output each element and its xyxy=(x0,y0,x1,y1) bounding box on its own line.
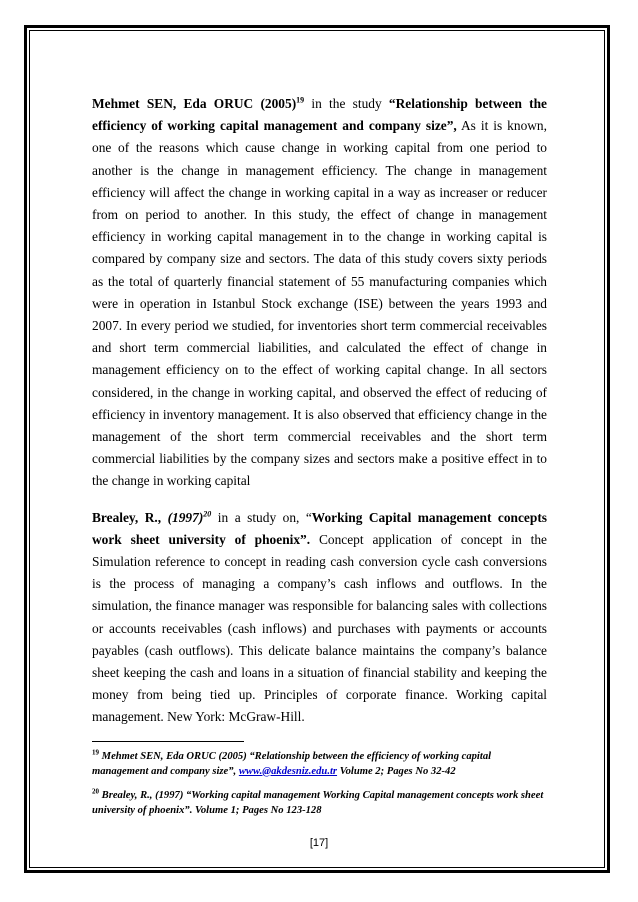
lead-text: in a study on, “ xyxy=(211,509,312,525)
footnote-text: Brealey, R., (1997) “Working capital management Working Capital management concepts work sheet university of phoenix”. Volume 1; Pages No 123-128 xyxy=(92,790,544,816)
footnotes xyxy=(92,750,547,818)
author-name: Mehmet SEN, Eda ORUC (2005) xyxy=(92,96,297,111)
footnote-ref-20[interactable]: 20 xyxy=(203,509,212,519)
footnote-tail: Volume 2; Pages No 32-42 xyxy=(337,765,456,777)
footnote-number: 20 xyxy=(92,787,99,796)
paragraph-body: As it is known, one of the reasons which cause change in working capital from one period to another is the change in management efficiency. The change in management efficiency will affect the change in working capital in a way as increaser or reducer from on period to another. In this study, the effect of change in management efficiency in working capital management in to the change in working capital is compared by company size and sectors. The data of this study covers sixty periods as the total of quarterly financial statement of 55 manufacturing companies which were in operation in Istanbul Stock exchange (ISE) between the years 1993 and 2007. In every period we studied, for inventories short term commercial receivables and short term commercial liabilities, and calculated the effect of change in management efficiency on to the effect of working capital change. In all sectors considered, in the change in working capital, and observed the effect of reducing of efficiency in inventory management. It is also observed that efficiency change in the management of the short term commercial receivables and the short term commercial liabilities by the company sizes and sectors make a positive effect in to the change in working capital xyxy=(92,118,547,489)
footnote-link[interactable]: www.@akdesniz.edu.tr xyxy=(238,765,338,777)
author-year: (1997) xyxy=(161,509,204,525)
footnote-number: 19 xyxy=(92,748,99,757)
author-name: Brealey, R., xyxy=(92,509,162,525)
paragraph-brealey xyxy=(92,507,547,729)
lead-text: in the study xyxy=(304,96,389,111)
study-title: “Relationship between the efficiency of working capital management and company size”, xyxy=(92,96,547,134)
footnote-separator xyxy=(92,741,244,742)
paragraph-body: Concept application of concept in the Simulation reference to concept in reading cash conversion cycle cash conversions is the process of managing a company’s cash inflows and outflows. In the simulation, the finance manager was responsible for balancing sales with collections or accounts receivables (cash inflows) and purchases with payments or accounts payables (cash outflows). This delicate balance maintains the company’s balance sheet keeping the cash and loans in a situation of financial stability and keeping the money from being tied up. Principles of corporate finance. Working capital management. New York: McGraw-Hill. xyxy=(92,531,547,725)
study-title: Working Capital management concepts work sheet university of phoenix”. xyxy=(92,509,547,547)
footnote-text: Mehmet SEN, Eda ORUC (2005) “Relationship between the efficiency of working capital management and company size”, xyxy=(92,751,492,777)
footnote-20 xyxy=(92,789,547,818)
page-number: [17] xyxy=(309,837,329,849)
paragraph-sen-oruc xyxy=(92,93,547,493)
footnote-ref-19[interactable]: 19 xyxy=(296,95,305,105)
document-body xyxy=(92,93,547,729)
footnote-19 xyxy=(92,750,547,779)
